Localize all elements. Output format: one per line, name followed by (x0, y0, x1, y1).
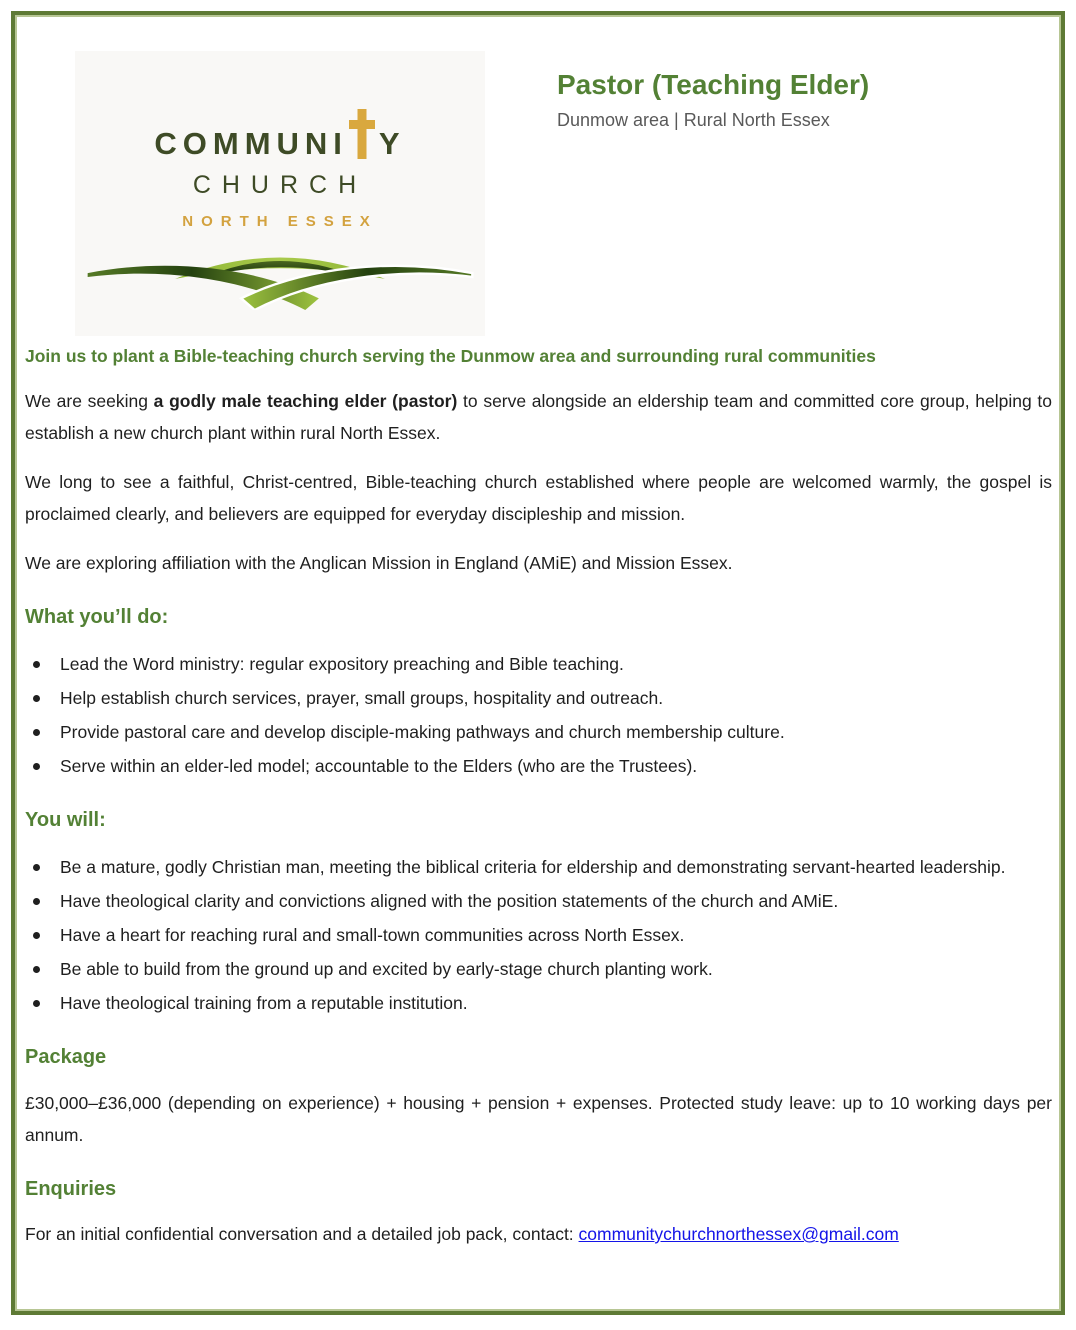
you-will-list (25, 852, 1052, 1019)
job-title: Pastor (Teaching Elder) (557, 69, 870, 100)
logo-text-y: Y (378, 126, 406, 161)
list-item: Be able to build from the ground up and excited by early-stage church planting work. (31, 954, 1052, 985)
section-heading-enquiries: Enquiries (25, 1178, 117, 1200)
what-youll-do-list (25, 649, 1052, 782)
job-header (557, 51, 869, 131)
intro-p1-prefix: We are seeking (25, 391, 154, 411)
package-paragraph: £30,000–£36,000 (depending on experience) + housing + pension + expenses. Protected study leave: up to 10 working days per annum. (25, 1093, 1052, 1145)
header (25, 51, 1052, 336)
hills-icon (82, 242, 478, 310)
list-item: Have theological clarity and convictions aligned with the position statements of the church and AMiE. (31, 886, 1052, 917)
logo-church-wordmark: CHURCH (192, 171, 368, 199)
list-item: Lead the Word ministry: regular expository preaching and Bible teaching. (31, 649, 1052, 680)
intro-paragraph-2: We long to see a faithful, Christ-centred, Bible-teaching church established where people are welcomed warmly, the gospel is proclaimed clearly, and believers are equipped for everyday discipleship and mission. (25, 472, 1052, 524)
intro-p1-suffix: to serve alongside an eldership team and committed core group, helping to establish a new church plant within rural North Essex. (25, 391, 1052, 443)
contact-email-link[interactable]: communitychurchnorthessex@gmail.com (578, 1224, 899, 1244)
logo-community-wordmark (75, 109, 485, 159)
contact-line (25, 1222, 1052, 1246)
list-item: Serve within an elder-led model; accountable to the Elders (who are the Trustees). (31, 751, 1052, 782)
intro-paragraph-1 (25, 385, 1052, 449)
section-heading-you-will: You will: (25, 809, 106, 831)
intro-paragraph-3: We are exploring affiliation with the Anglican Mission in England (AMiE) and Mission Essex. (25, 553, 733, 573)
page-border-frame (11, 11, 1065, 1315)
list-item: Be a mature, godly Christian man, meeting the biblical criteria for eldership and demonstrating servant-hearted leadership. (31, 852, 1052, 883)
list-item: Have a heart for reaching rural and small-town communities across North Essex. (31, 920, 1052, 951)
contact-prefix: For an initial confidential conversation and a detailed job pack, contact: (25, 1224, 579, 1244)
cross-icon (349, 109, 375, 159)
intro-headline: Join us to plant a Bible-teaching church serving the Dunmow area and surrounding rural communities (25, 346, 876, 366)
intro-p1-bold: a godly male teaching elder (pastor) (153, 391, 458, 411)
list-item: Help establish church services, prayer, small groups, hospitality and outreach. (31, 683, 1052, 714)
section-heading-package: Package (25, 1046, 107, 1068)
list-item: Have theological training from a reputable institution. (31, 988, 1052, 1019)
section-heading-what-youll-do: What you’ll do: (25, 606, 169, 628)
logo-text-communi: COMMUNI (154, 126, 348, 161)
church-logo (75, 51, 485, 336)
job-location: Dunmow area | Rural North Essex (557, 110, 830, 130)
logo-north-essex-wordmark: NORTH ESSEX (182, 213, 378, 230)
list-item: Provide pastoral care and develop disciple-making pathways and church membership culture. (31, 717, 1052, 748)
page-content (15, 15, 1061, 1311)
